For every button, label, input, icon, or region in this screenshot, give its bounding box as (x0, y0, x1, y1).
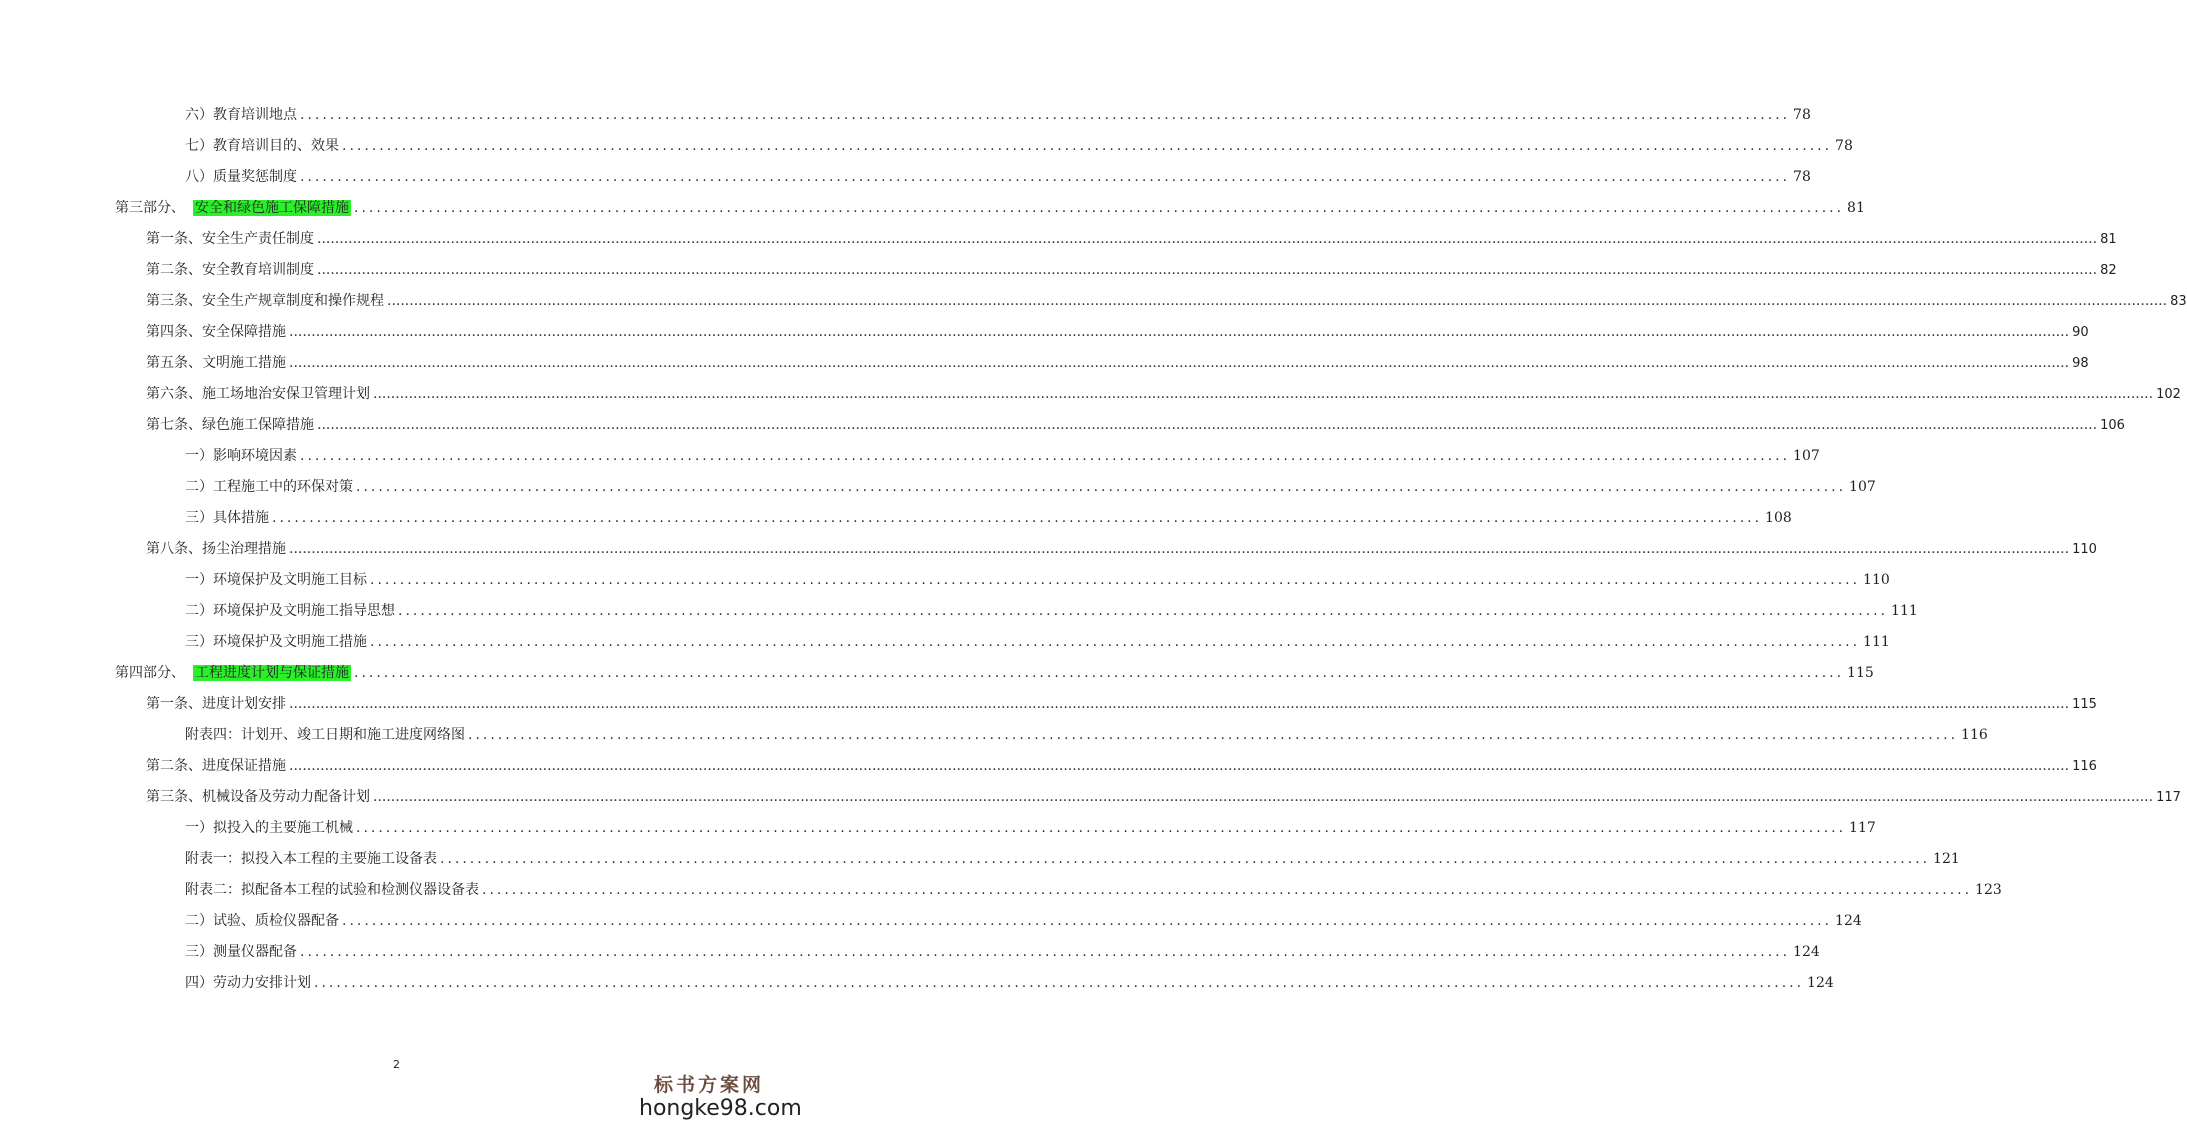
dot-leader: ................................................................................................................................................................................................................................................................................................................................................................................................................ (317, 262, 2098, 278)
toc-entry[interactable] (185, 725, 1988, 745)
page-number: 2 (393, 1058, 400, 1071)
dot-leader: ................................................................................................................................................................................................................................................................................................................................................................................................................ (289, 758, 2070, 774)
dot-leader: ........................................................................................................................................................................................................ (440, 851, 1931, 867)
toc-entry[interactable] (146, 260, 2117, 281)
toc-entry[interactable] (185, 632, 1890, 652)
toc-entry-title: 八）质量奖惩制度 (185, 169, 297, 185)
toc-entry[interactable] (185, 167, 1811, 187)
toc-page-number: 117 (1849, 820, 1876, 836)
toc-entry-title: 第八条、扬尘治理措施 (146, 541, 286, 557)
toc-part-title (115, 198, 351, 218)
toc-page-number: 110 (1863, 572, 1890, 588)
toc-page-number: 98 (2072, 356, 2089, 371)
toc-page-number: 111 (1891, 603, 1918, 619)
watermark-name: 标书方案网 (653, 1074, 764, 1096)
dot-leader: ........................................................................................................................................................................................................ (300, 107, 1791, 123)
toc-entry[interactable] (115, 663, 1874, 683)
toc-entry[interactable] (146, 694, 2097, 715)
toc-entry-title: 第二条、安全教育培训制度 (146, 262, 314, 278)
toc-entry-title: 附表二：拟配备本工程的试验和检测仪器设备表 (185, 882, 479, 898)
dot-leader: ........................................................................................................................................................................................................ (354, 200, 1845, 216)
toc-page-number: 124 (1835, 913, 1862, 929)
toc-entry-title: 一）影响环境因素 (185, 448, 297, 464)
toc-page-number: 81 (1847, 200, 1865, 216)
dot-leader: ................................................................................................................................................................................................................................................................................................................................................................................................................ (373, 386, 2154, 402)
toc-entry-title: 第三条、安全生产规章制度和操作规程 (146, 293, 384, 309)
toc-entry[interactable] (146, 415, 2125, 436)
dot-leader: ................................................................................................................................................................................................................................................................................................................................................................................................................ (289, 541, 2070, 557)
toc-entry[interactable] (185, 508, 1792, 528)
toc-entry-title: 六）教育培训地点 (185, 107, 297, 123)
toc-page-number: 78 (1835, 138, 1853, 154)
toc-entry-title: 第六条、施工场地治安保卫管理计划 (146, 386, 370, 402)
toc-page-number: 115 (2072, 697, 2097, 712)
dot-leader: ................................................................................................................................................................................................................................................................................................................................................................................................................ (289, 696, 2070, 712)
toc-entry[interactable] (146, 539, 2097, 560)
toc-page-number: 121 (1933, 851, 1960, 867)
toc-entry[interactable] (185, 818, 1876, 838)
toc-entry[interactable] (185, 136, 1853, 156)
dot-leader: ........................................................................................................................................................................................................ (356, 479, 1847, 495)
toc-entry-title: 第七条、绿色施工保障措施 (146, 417, 314, 433)
dot-leader: ................................................................................................................................................................................................................................................................................................................................................................................................................ (317, 231, 2098, 247)
toc-page-number: 111 (1863, 634, 1890, 650)
dot-leader: ................................................................................................................................................................................................................................................................................................................................................................................................................ (289, 324, 2070, 340)
toc-entry-title: 二）工程施工中的环保对策 (185, 479, 353, 495)
toc-page-number: 107 (1849, 479, 1876, 495)
dot-leader: ........................................................................................................................................................................................................ (300, 944, 1791, 960)
toc-entry-title: 四）劳动力安排计划 (185, 975, 311, 991)
toc-page-number: 124 (1793, 944, 1820, 960)
toc-part-title (115, 663, 351, 683)
toc-entry-title: 附表一：拟投入本工程的主要施工设备表 (185, 851, 437, 867)
toc-entry-title: 第五条、文明施工措施 (146, 355, 286, 371)
toc-entry[interactable] (185, 477, 1876, 497)
toc-part-highlighted-title: 安全和绿色施工保障措施 (195, 200, 349, 216)
toc-page-number: 78 (1793, 169, 1811, 185)
dot-leader: ........................................................................................................................................................................................................ (300, 448, 1791, 464)
dot-leader: ................................................................................................................................................................................................................................................................................................................................................................................................................ (317, 417, 2098, 433)
toc-entry-title: 第三条、机械设备及劳动力配备计划 (146, 789, 370, 805)
dot-leader: ................................................................................................................................................................................................................................................................................................................................................................................................................ (387, 293, 2168, 309)
toc-page-number: 81 (2100, 232, 2117, 247)
toc-entry[interactable] (185, 446, 1820, 466)
toc-page-number: 116 (2072, 759, 2097, 774)
toc-entry[interactable] (185, 601, 1918, 621)
toc-entry[interactable] (146, 787, 2181, 808)
dot-leader: ........................................................................................................................................................................................................ (370, 634, 1861, 650)
toc-entry-title: 第二条、进度保证措施 (146, 758, 286, 774)
toc-entry[interactable] (185, 849, 1960, 869)
dot-leader: ........................................................................................................................................................................................................ (272, 510, 1763, 526)
toc-entry[interactable] (115, 198, 1865, 218)
dot-leader: ........................................................................................................................................................................................................ (354, 665, 1845, 681)
dot-leader: ........................................................................................................................................................................................................ (356, 820, 1847, 836)
dot-leader: ........................................................................................................................................................................................................ (300, 169, 1791, 185)
watermark-url: hongke98.com (639, 1096, 802, 1121)
toc-entry[interactable] (185, 973, 1834, 993)
toc-page-number: 108 (1765, 510, 1792, 526)
toc-entry-title: 第四条、安全保障措施 (146, 324, 286, 340)
toc-entry[interactable] (185, 570, 1890, 590)
toc-entry[interactable] (185, 942, 1820, 962)
toc-entry-title: 七）教育培训目的、效果 (185, 138, 339, 154)
dot-leader: ................................................................................................................................................................................................................................................................................................................................................................................................................ (373, 789, 2154, 805)
toc-entry[interactable] (146, 756, 2097, 777)
toc-part-highlighted-title: 工程进度计划与保证措施 (195, 665, 349, 681)
toc-entry-title: 第一条、进度计划安排 (146, 696, 286, 712)
toc-entry-title: 附表四：计划开、竣工日期和施工进度网络图 (185, 727, 465, 743)
toc-page-number: 110 (2072, 542, 2097, 557)
toc-page-number: 78 (1793, 107, 1811, 123)
toc-page-number: 83 (2170, 294, 2187, 309)
toc-entry[interactable] (146, 229, 2117, 250)
toc-entry-title: 第一条、安全生产责任制度 (146, 231, 314, 247)
toc-page-number: 82 (2100, 263, 2117, 278)
toc-page-number: 116 (1961, 727, 1988, 743)
watermark-logo (639, 1070, 802, 1121)
toc-entry[interactable] (185, 880, 2002, 900)
toc-entry[interactable] (146, 291, 2187, 312)
dot-leader: ........................................................................................................................................................................................................ (342, 138, 1833, 154)
dot-leader: ........................................................................................................................................................................................................ (314, 975, 1805, 991)
toc-page-number: 117 (2156, 790, 2181, 805)
toc-entry-title: 二）环境保护及文明施工指导思想 (185, 603, 395, 619)
toc-page-number: 106 (2100, 418, 2125, 433)
toc-page-number: 107 (1793, 448, 1820, 464)
toc-part-prefix: 第三部分、 (115, 200, 185, 216)
toc-entry-title: 二）试验、质检仪器配备 (185, 913, 339, 929)
toc-entry[interactable] (146, 384, 2181, 405)
toc-page-number: 123 (1975, 882, 2002, 898)
toc-entry[interactable] (146, 353, 2089, 374)
toc-part-prefix: 第四部分、 (115, 665, 185, 681)
dot-leader: ........................................................................................................................................................................................................ (482, 882, 1973, 898)
toc-page-number: 124 (1807, 975, 1834, 991)
toc-page-number: 115 (1847, 665, 1874, 681)
dot-leader: ........................................................................................................................................................................................................ (398, 603, 1889, 619)
dot-leader: ........................................................................................................................................................................................................ (370, 572, 1861, 588)
dot-leader: ........................................................................................................................................................................................................ (468, 727, 1959, 743)
toc-entry-title: 三）测量仪器配备 (185, 944, 297, 960)
toc-entry-title: 一）环境保护及文明施工目标 (185, 572, 367, 588)
toc-entry[interactable] (185, 911, 1862, 931)
dot-leader: ................................................................................................................................................................................................................................................................................................................................................................................................................ (289, 355, 2070, 371)
toc-page-number: 90 (2072, 325, 2089, 340)
toc-entry[interactable] (146, 322, 2089, 343)
toc-entry-title: 三）具体措施 (185, 510, 269, 526)
toc-page-number: 102 (2156, 387, 2181, 402)
toc-entry-title: 一）拟投入的主要施工机械 (185, 820, 353, 836)
dot-leader: ........................................................................................................................................................................................................ (342, 913, 1833, 929)
toc-entry-title: 三）环境保护及文明施工措施 (185, 634, 367, 650)
toc-entry[interactable] (185, 105, 1811, 125)
